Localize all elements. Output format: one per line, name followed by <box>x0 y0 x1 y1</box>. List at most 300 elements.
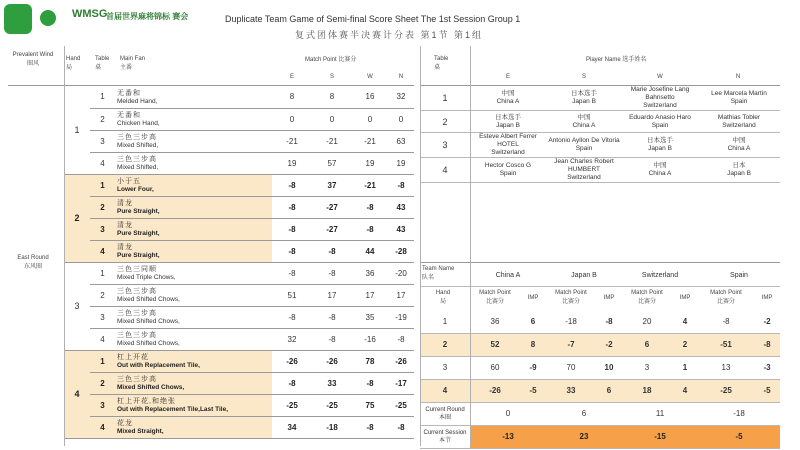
match-point-cell: -27 <box>312 218 352 240</box>
main-fan-name: Melded Hand, <box>117 97 158 105</box>
player-team: Spain <box>499 170 517 177</box>
player-cell <box>470 111 546 133</box>
wind-col-e: E <box>289 74 294 80</box>
match-point-cell: 43 <box>388 218 414 240</box>
imp-match-point-cell: 70 <box>546 356 596 379</box>
player-team: China A <box>648 170 672 177</box>
main-fan-name: Mixed Shifted Chows, <box>117 318 180 325</box>
current-session-value: -5 <box>698 425 780 448</box>
imp-match-point-header <box>622 290 672 305</box>
current-session-row <box>420 425 780 448</box>
imp-cell: -8 <box>596 310 622 333</box>
main-fan-name: Mixed Shifted Chows, <box>117 340 180 347</box>
main-fan-name: Mixed Shifted, <box>117 142 159 149</box>
imp-cell: -5 <box>520 379 546 402</box>
player-row <box>420 158 780 183</box>
imp-cell: -8 <box>754 333 780 356</box>
wmsg-logo-icon <box>4 4 32 34</box>
imp-match-point-cell: -8 <box>698 310 754 333</box>
main-fan-header <box>120 56 145 71</box>
main-fan <box>115 130 272 152</box>
team-switzerland: Switzerland <box>641 272 679 279</box>
score-table <box>64 86 414 439</box>
main-fan-name: Pure Straight, <box>117 230 160 237</box>
imp-header: IMP <box>761 295 773 301</box>
match-point-label: Match Point <box>305 57 337 63</box>
player-name: 中国 <box>577 113 591 121</box>
imp-mid-divider <box>420 286 780 287</box>
match-point-cell: -8 <box>312 240 352 262</box>
imp-cell: 6 <box>520 310 546 333</box>
imp-row <box>420 379 780 402</box>
main-fan <box>115 394 272 416</box>
player-name: Hector Cosco G <box>484 162 532 169</box>
score-row <box>64 196 414 218</box>
main-fan <box>115 152 272 174</box>
imp-cell: 4 <box>672 379 698 402</box>
players-table-label: Table <box>434 56 449 62</box>
imp-match-point-cell: -51 <box>698 333 754 356</box>
player-cell <box>698 111 780 133</box>
team-china-a: China A <box>495 272 521 279</box>
main-fan-cn: 三色三同顺 <box>117 266 157 273</box>
round-label-text: East Round <box>17 255 49 261</box>
match-point-cell: 78 <box>352 350 388 372</box>
player-name-label: Player Name <box>586 57 621 63</box>
hand-number: 2 <box>64 174 90 262</box>
player-table-number: 4 <box>420 158 470 183</box>
score-row <box>64 416 414 438</box>
imp-top-divider <box>420 262 780 263</box>
rings-logo-icon <box>40 10 56 26</box>
main-fan-cn: 清龙 <box>117 244 133 251</box>
player-name: Eduardo Anasio Haro <box>629 113 691 121</box>
main-fan <box>115 328 272 350</box>
main-fan-cn: 无番和 <box>117 112 141 119</box>
imp-header: IMP <box>603 295 615 301</box>
match-point-cell: 35 <box>352 306 388 328</box>
main-fan <box>115 306 272 328</box>
player-table-number: 3 <box>420 133 470 158</box>
imp-match-point-cell: 33 <box>546 379 596 402</box>
imp-hand-number: 1 <box>420 310 470 333</box>
player-name: 日本选手 <box>647 137 673 144</box>
imp-row <box>420 356 780 379</box>
imp-match-point-cell: 3 <box>622 356 672 379</box>
grid-line <box>64 46 65 446</box>
hand-number: 3 <box>64 262 90 350</box>
score-row <box>64 174 414 196</box>
table-number: 2 <box>90 372 115 394</box>
org-short: WMSG <box>72 8 108 20</box>
imp-cell: 4 <box>672 310 698 333</box>
main-fan-name: Mixed Shifted Chows, <box>117 296 180 303</box>
team-name-cn: 队名 <box>422 275 435 281</box>
player-name: Jean Charles Robert HUMBERT <box>554 158 614 173</box>
imp-hand-number: 3 <box>420 356 470 379</box>
player-team: China A <box>496 98 520 105</box>
org-name: 首届世界麻将锦标 赛会 <box>106 12 189 21</box>
match-point-cell: -19 <box>388 306 414 328</box>
players-table-cn: 桌 <box>434 65 441 71</box>
main-fan-name: Out with Replacement Tile, <box>117 362 200 369</box>
main-fan-cn: 小于五 <box>117 178 141 185</box>
imp-cell: 6 <box>596 379 622 402</box>
current-session-value: -13 <box>470 425 546 448</box>
match-point-cell: 0 <box>388 108 414 130</box>
player-team: Switzerland <box>722 121 756 129</box>
match-point-cell: -8 <box>312 328 352 350</box>
score-row <box>64 152 414 174</box>
main-fan-cn: 清龙 <box>117 222 133 229</box>
imp-match-point-cell: 52 <box>470 333 520 356</box>
imp-match-point-cell: 6 <box>622 333 672 356</box>
score-row <box>64 108 414 130</box>
table-cn: 桌 <box>95 65 102 71</box>
score-row <box>64 328 414 350</box>
imp-cell: 2 <box>672 333 698 356</box>
player-cell <box>546 111 622 133</box>
score-row <box>64 284 414 306</box>
match-point-cn: 比赛分 <box>338 57 357 63</box>
imp-hand-header <box>428 290 458 305</box>
player-name: 中国 <box>653 162 667 169</box>
table-number: 4 <box>90 328 115 350</box>
match-point-cell: -8 <box>272 174 312 196</box>
match-point-cell: -8 <box>272 196 312 218</box>
player-cell <box>698 133 780 158</box>
main-fan-cn: 杠上开花 <box>117 354 149 361</box>
team-name-label: Team Name <box>422 266 455 272</box>
table-number: 3 <box>90 130 115 152</box>
current-session-label <box>420 425 470 448</box>
main-fan <box>115 416 272 438</box>
match-point-cell: 8 <box>272 86 312 108</box>
imp-match-point-label: Match Point <box>479 290 511 296</box>
main-fan-cn: 主番 <box>120 65 133 71</box>
hand-header <box>66 56 80 71</box>
page-title: Duplicate Team Game of Semi-final Score Sheet The 1st Session Group 1 <box>225 14 521 24</box>
player-table-number: 1 <box>420 86 470 111</box>
match-point-cell: 43 <box>388 196 414 218</box>
match-point-cell: -28 <box>388 240 414 262</box>
match-point-cell: -8 <box>352 416 388 438</box>
imp-cell: 8 <box>520 333 546 356</box>
imp-match-point-label: Match Point <box>555 290 587 296</box>
main-fan-name: Out with Replacement Tile,Last Tile, <box>117 406 229 413</box>
imp-hand-number: 2 <box>420 333 470 356</box>
main-fan-name: Mixed Straight, <box>117 428 164 435</box>
main-fan-name: Mixed Shifted, <box>117 164 159 171</box>
player-name: 日本选手 <box>571 90 597 97</box>
main-fan <box>115 174 272 196</box>
player-team: Spain <box>575 145 593 152</box>
current-session-label-cn: 本节 <box>438 437 451 444</box>
player-row <box>420 111 780 133</box>
imp-cell: -5 <box>754 379 780 402</box>
player-row <box>420 133 780 158</box>
main-fan-label: Main Fan <box>120 56 146 62</box>
imp-match-point-cn: 比赛分 <box>716 299 735 305</box>
match-point-cell: 75 <box>352 394 388 416</box>
match-point-cell: -8 <box>272 262 312 284</box>
player-name: Esteve Albert Ferrer HOTEL <box>479 133 537 148</box>
hand-cn: 局 <box>66 65 73 71</box>
imp-match-point-header <box>470 290 520 305</box>
main-fan-cn: 三色三步高 <box>117 332 157 339</box>
main-fan <box>115 262 272 284</box>
player-cell <box>698 86 780 111</box>
player-team: Spain <box>730 98 748 105</box>
main-fan-name: Mixed Shifted Chows, <box>117 384 185 391</box>
main-fan <box>115 196 272 218</box>
imp-match-point-cell: -7 <box>546 333 596 356</box>
imp-match-point-cell: -18 <box>546 310 596 333</box>
player-cell <box>622 158 698 183</box>
score-row <box>64 394 414 416</box>
round-label <box>10 255 56 270</box>
imp-match-point-cell: -26 <box>470 379 520 402</box>
imp-cell: 1 <box>672 356 698 379</box>
player-cell <box>546 158 622 183</box>
main-fan-cn: 清龙 <box>117 200 133 207</box>
main-fan-name: Pure Straight, <box>117 208 160 215</box>
player-col-n: N <box>735 74 741 80</box>
player-name-cn: 选手姓名 <box>622 57 647 63</box>
player-row <box>420 86 780 111</box>
current-session-value: -15 <box>622 425 698 448</box>
match-point-cell: -8 <box>388 328 414 350</box>
player-team: Switzerland <box>643 102 677 109</box>
player-name-header <box>586 54 646 63</box>
table-number: 1 <box>90 86 115 108</box>
player-cell <box>546 86 622 111</box>
main-fan <box>115 372 272 394</box>
table-number: 2 <box>90 284 115 306</box>
player-team: Japan B <box>572 98 596 105</box>
player-team: China A <box>572 121 596 129</box>
imp-cell: -2 <box>596 333 622 356</box>
hand-label: Hand <box>66 56 81 62</box>
imp-match-point-header <box>546 290 596 305</box>
match-point-cell: 57 <box>312 152 352 174</box>
main-fan-cn: 三色三步高 <box>117 288 157 295</box>
round-label-cn: 东风圈 <box>23 264 42 270</box>
team-name-header <box>422 266 454 281</box>
imp-match-point-cell: 13 <box>698 356 754 379</box>
table-number: 3 <box>90 218 115 240</box>
match-point-cell: -21 <box>272 130 312 152</box>
match-point-cell: 16 <box>352 86 388 108</box>
players-table <box>420 86 780 183</box>
imp-match-point-cell: 36 <box>470 310 520 333</box>
player-cell <box>470 133 546 158</box>
score-row <box>64 372 414 394</box>
player-team: Japan B <box>727 170 751 177</box>
player-cell <box>470 158 546 183</box>
match-point-cell: 17 <box>352 284 388 306</box>
player-cell <box>698 158 780 183</box>
main-fan <box>115 218 272 240</box>
player-name: 日本 <box>732 162 746 169</box>
hand-number: 1 <box>64 86 90 174</box>
player-col-e: E <box>505 74 510 80</box>
match-point-cell: -26 <box>312 350 352 372</box>
score-row <box>64 218 414 240</box>
table-number: 2 <box>90 196 115 218</box>
match-point-cell: -20 <box>388 262 414 284</box>
current-round-value: 11 <box>622 402 698 425</box>
current-round-label-text: Current Round <box>425 406 465 413</box>
imp-match-point-header <box>698 290 754 305</box>
main-fan-cn: 无番和 <box>117 89 141 97</box>
imp-match-point-cn: 比赛分 <box>637 299 656 305</box>
match-point-cell: 32 <box>272 328 312 350</box>
player-col-s: S <box>581 74 586 80</box>
prevalent-wind-header <box>12 52 54 67</box>
match-point-cell: -21 <box>352 174 388 196</box>
match-point-cell: 0 <box>352 108 388 130</box>
match-point-cell: 8 <box>312 86 352 108</box>
table-number: 1 <box>90 262 115 284</box>
match-point-cell: -8 <box>388 174 414 196</box>
player-cell <box>546 133 622 158</box>
imp-match-point-cn: 比赛分 <box>485 299 504 305</box>
match-point-cell: -21 <box>312 130 352 152</box>
main-fan <box>115 350 272 372</box>
table-number: 4 <box>90 152 115 174</box>
imp-cell: -3 <box>754 356 780 379</box>
main-fan <box>115 240 272 262</box>
player-name: 中国 <box>501 90 515 97</box>
imp-cell: -2 <box>754 310 780 333</box>
match-point-cell: -8 <box>388 416 414 438</box>
match-point-cell: 63 <box>388 130 414 152</box>
player-team: Spain <box>651 121 669 129</box>
table-label: Table <box>95 56 110 62</box>
match-point-cell: 19 <box>352 152 388 174</box>
match-point-cell: 34 <box>272 416 312 438</box>
player-name: 中国 <box>732 137 746 144</box>
player-cell <box>470 86 546 111</box>
table-number: 1 <box>90 350 115 372</box>
grid-line <box>420 46 421 446</box>
match-point-cell: -8 <box>272 240 312 262</box>
imp-table <box>420 310 780 449</box>
imp-hand-cn: 局 <box>439 299 446 305</box>
match-point-cell: -27 <box>312 196 352 218</box>
match-point-cell: -8 <box>312 306 352 328</box>
main-fan-cn: 三色三步高 <box>117 134 157 141</box>
score-row <box>64 262 414 284</box>
player-name: Antonio Ayllon De Vitoria <box>548 137 620 144</box>
player-table-number: 2 <box>420 111 470 133</box>
grid-line <box>470 46 471 446</box>
imp-header: IMP <box>679 295 691 301</box>
imp-match-point-label: Match Point <box>710 290 742 296</box>
score-row <box>64 306 414 328</box>
table-number: 3 <box>90 394 115 416</box>
imp-match-point-cell: -25 <box>698 379 754 402</box>
match-point-header <box>305 54 356 63</box>
player-team: China A <box>727 145 751 152</box>
match-point-cell: 37 <box>312 174 352 196</box>
imp-match-point-cell: 18 <box>622 379 672 402</box>
main-fan-name: Pure Straight, <box>117 252 160 259</box>
imp-header: IMP <box>527 295 539 301</box>
match-point-cell: -8 <box>272 306 312 328</box>
imp-hand-label: Hand <box>435 290 451 296</box>
wind-col-w: W <box>367 74 373 80</box>
main-fan-name: Chicken Hand, <box>117 120 160 127</box>
match-point-cell: -8 <box>272 218 312 240</box>
main-fan-name: Mixed Triple Chows, <box>117 274 176 281</box>
main-fan-cn: 三色三步高 <box>117 310 157 317</box>
team-spain: Spain <box>730 272 748 279</box>
match-point-cell: -17 <box>388 372 414 394</box>
match-point-cell: -8 <box>352 218 388 240</box>
table-number: 3 <box>90 306 115 328</box>
player-team: Switzerland <box>491 149 525 156</box>
player-col-w: W <box>657 74 663 80</box>
main-fan-name: Lower Four, <box>117 186 154 193</box>
player-name: Marie Josefine Lang Bahnsetto <box>630 86 690 101</box>
current-round-label <box>420 402 470 425</box>
current-session-value: 23 <box>546 425 622 448</box>
main-fan <box>115 108 272 130</box>
current-round-value: -18 <box>698 402 780 425</box>
current-round-value: 0 <box>470 402 546 425</box>
prevalent-wind-cn: 圈风 <box>26 61 39 67</box>
score-row <box>64 86 414 108</box>
team-japan-b: Japan B <box>571 272 597 279</box>
match-point-cell: -18 <box>312 416 352 438</box>
page-title-cn: 复式团体赛半决赛计分表 第1节 第1组 <box>295 30 484 40</box>
match-point-cell: -21 <box>352 130 388 152</box>
imp-match-point-cell: 60 <box>470 356 520 379</box>
match-point-cell: 44 <box>352 240 388 262</box>
match-point-cell: 17 <box>312 284 352 306</box>
current-round-value: 6 <box>546 402 622 425</box>
score-row <box>64 130 414 152</box>
main-fan-cn: 花龙 <box>117 420 133 427</box>
match-point-cell: 17 <box>388 284 414 306</box>
imp-match-point-label: Match Point <box>631 290 663 296</box>
score-row <box>64 350 414 372</box>
current-round-label-cn: 本圈 <box>438 414 451 421</box>
match-point-cell: 32 <box>388 86 414 108</box>
match-point-cell: -25 <box>272 394 312 416</box>
table-number: 1 <box>90 174 115 196</box>
player-team: Japan B <box>496 121 520 129</box>
players-table-header <box>434 56 448 71</box>
main-fan <box>115 86 272 108</box>
imp-row <box>420 333 780 356</box>
current-session-label-text: Current Session <box>423 429 467 436</box>
main-fan <box>115 284 272 306</box>
table-number: 4 <box>90 416 115 438</box>
match-point-cell: 19 <box>272 152 312 174</box>
match-point-cell: -8 <box>272 372 312 394</box>
main-fan-cn: 三色三步高 <box>117 156 157 163</box>
match-point-cell: 51 <box>272 284 312 306</box>
match-point-cell: -26 <box>272 350 312 372</box>
player-name: Lee Marcela Martin <box>711 90 767 97</box>
match-point-cell: 0 <box>312 108 352 130</box>
match-point-cell: -8 <box>352 196 388 218</box>
match-point-cell: 33 <box>312 372 352 394</box>
imp-row <box>420 310 780 333</box>
